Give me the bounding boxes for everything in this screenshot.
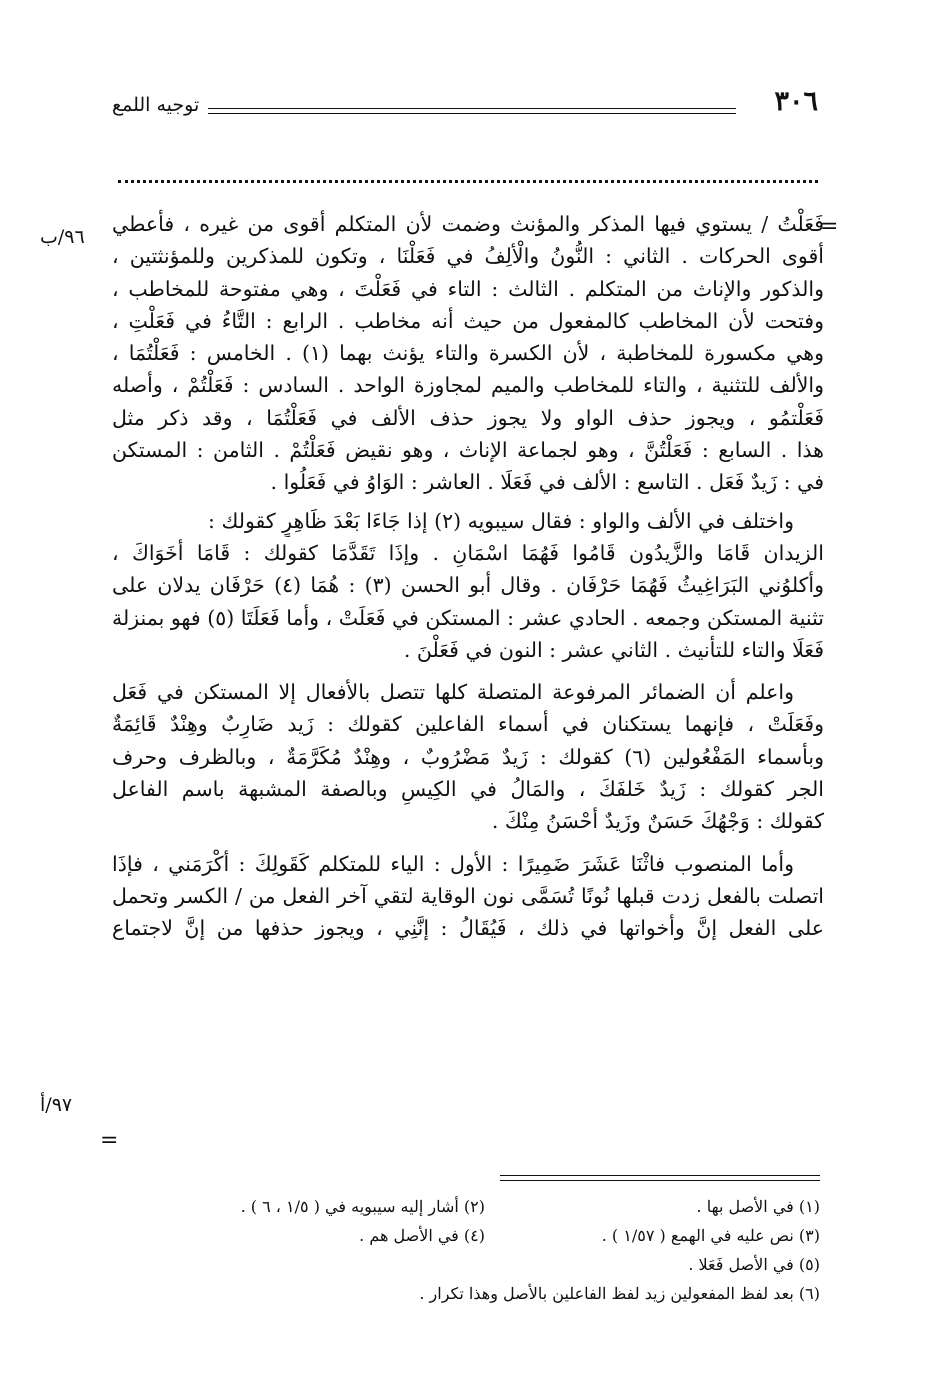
paragraph-3 <box>112 676 824 837</box>
continuation-mark: = <box>820 214 839 239</box>
text-line: أقوى الحركات . الثاني : النُّونُ والْألِفُ في فَعَلْنَا ، وتكون للمذكرين وللمؤنثتين ، <box>112 244 824 269</box>
header-double-rule <box>208 108 736 114</box>
end-continuation-mark: = <box>100 1128 119 1153</box>
text-line: والذكور والإناث من المتكلم . الثالث : التاء في فَعَلْتَ ، وهي مفتوحة للمخاطب ، <box>112 276 824 301</box>
text-line: فَعَلْتُ / يستوي فيها المذكر والمؤنث وضمت لأن المتكلم أقوى من غيره ، فأعطي <box>112 212 824 236</box>
text-line: واختلف في الألف والواو : فقال سيبويه (٢) إذا جَاءَا بَعْدَ ظَاهِرٍ كقولك : <box>208 508 794 533</box>
text-line: تثنية المستكن وجمعه . الحادي عشر : المستكن في فَعَلَتْ ، وأما فَعَلَتَا (٥) فهو بمنزلة <box>112 605 824 630</box>
main-text <box>112 208 824 951</box>
text-line: وفَعَلَتْ ، فإنهما يستكنان في أسماء الفاعلين كقولك : زَيد ضَارِبٌ وهِنْدٌ قَائِمَةٌ <box>112 712 824 737</box>
text-line: وأما المنصوب فاثْنَا عَشَرَ ضَمِيرًا : الأول : الياء للمتكلم كَقَولِكَ : أكْرَمَني ، فإذَا <box>112 851 794 876</box>
folio-marker-96b: ٩٦/ب <box>40 226 85 248</box>
footnote-row <box>150 1279 820 1308</box>
footnote-row <box>150 1250 820 1279</box>
folio-marker-97a: ٩٧/أ <box>40 1094 73 1116</box>
text-line: وفتحت لأن المخاطب كالمفعول من حيث أنه مخاطب . الرابع : التَّاءُ في فَعَلْتِ ، <box>112 308 824 333</box>
text-line: وبأسماء المَفْعُولين (٦) كقولك : زَيدٌ مَضْرُوبٌ ، وهِنْدٌ مُكَرَّمَةٌ ، وبالظرف وحرف <box>112 744 824 769</box>
paragraph-4 <box>112 848 824 945</box>
running-title: توجيه اللمع <box>112 94 200 116</box>
text-line: الجر كقولك : زَيدٌ خَلفَكَ ، والمَالُ في الكِيسِ وبالصفة المشبهة باسم الفاعل <box>112 777 824 802</box>
text-line: الزيدان قَامَا والزَّيدُون قَامُوا فَهُمَا اسْمَانِ . وإذَا تَقَدَّمَا كقولك : قَامَا أخَوَاكَ ، <box>112 540 824 565</box>
text-line: في : زَيدٌ فَعَل . التاسع : الألف في فَعَلَا . العاشر : الوَاوُ في فَعَلُوا . <box>270 470 824 495</box>
page-header <box>112 86 818 126</box>
text-line: اتصلت بالفعل زدت قبلها نُونًا تُسَمَّى نون الوقاية لتقي آخر الفعل من / الكسر وتحمل <box>112 883 824 908</box>
text-line: والألف للتثنية ، والتاء للمخاطب والميم لمجاوزة الواحد . السادس : فَعَلْتُمْ ، وأصله <box>112 373 824 398</box>
text-line: كقولك : وَجْهُكَ حَسَنٌ وزَيدٌ أحْسَنُ مِنْكَ . <box>491 809 824 834</box>
footnote-5: (٥) في الأصل فَعَلا . <box>688 1255 820 1274</box>
text-line: على الفعل إنَّ وأخواتها في ذلك ، فَيُقَالُ : إنَّنِي ، ويجوز حذفها من إنَّ لاجتماع <box>112 916 824 941</box>
footnote-row <box>150 1192 820 1221</box>
footnote-6: (٦) بعد لفظ المفعولين زيد لفظ الفاعلين بالأصل وهذا تكرار . <box>419 1284 820 1303</box>
paragraph-2 <box>112 505 824 666</box>
text-line: واعلم أن الضمائر المرفوعة المتصلة كلها تتصل بالأفعال إلا المستكن في فَعَل <box>112 680 794 705</box>
footnote-4: (٤) في الأصل هم . <box>359 1226 485 1245</box>
dotted-separator <box>118 180 818 183</box>
text-line: فَعَلْتمُو ، ويجوز حذف الواو ولا يجوز حذف الألف في فَعَلْتُمَا ، وقد ذكر مثل <box>112 405 824 430</box>
footnote-row <box>150 1221 820 1250</box>
footnote-2: (٢) أشار إليه سيبويه في ( ١/٥ ، ٦ ) . <box>240 1197 485 1216</box>
footnote-separator <box>500 1175 820 1181</box>
text-line: وأكلوُني البَرَاغِيثُ فَهُمَا حَرْفَان . وقال أبو الحسن (٣) : هُمَا (٤) حَرْفَان يدلان على <box>112 573 824 598</box>
text-line: هذا . السابع : فَعَلْتُنَّ ، وهو لجماعة الإناث ، وهو نقيض فَعَلْتُمْ . الثامن : المستكن <box>112 438 824 463</box>
paragraph-1 <box>112 208 824 499</box>
text-line: وهي مكسورة للمخاطبة ، لأن الكسرة والتاء يؤنث بهما (١) . الخامس : فَعَلْتُمَا ، <box>112 341 824 366</box>
page-number: ٣٠٦ <box>774 86 818 117</box>
text-line: فَعَلَا والتاء للتأنيث . الثاني عشر : النون في فَعَلْنَ . <box>403 637 824 662</box>
footnote-1: (١) في الأصل بها . <box>696 1197 820 1216</box>
footnotes <box>150 1192 820 1308</box>
footnote-3: (٣) نص عليه في الهمع ( ١/٥٧ ) . <box>601 1226 820 1245</box>
